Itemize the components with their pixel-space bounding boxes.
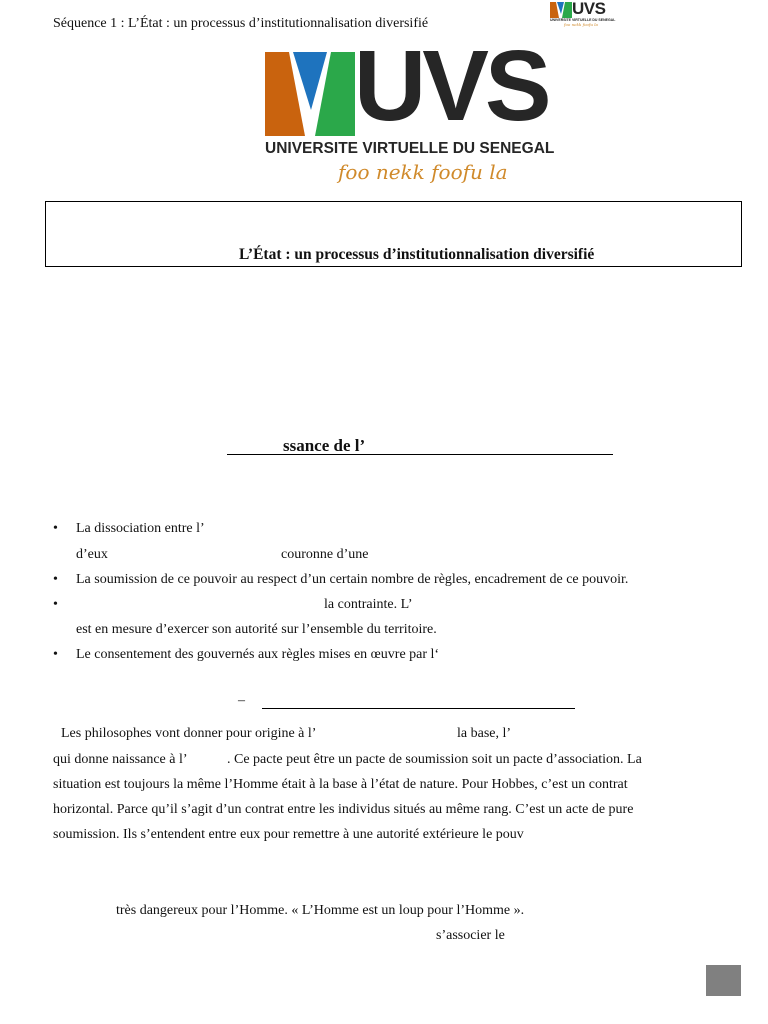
small-uvs-logo <box>548 0 616 30</box>
uvs-v-mark-icon <box>265 52 355 136</box>
bullet-marker: • <box>53 647 58 662</box>
document-title: L’État : un processus d’institutionnalisation diversifié <box>239 246 595 263</box>
section-heading-underline <box>227 454 613 455</box>
paragraph-line-3: situation est toujours la même l’Homme était à la base à l’état de nature. Pour Hobbes, c’est un contrat <box>53 777 628 792</box>
bullet-4-line-1: Le consentement des gouvernés aux règles mises en œuvre par l‘ <box>76 647 440 662</box>
bullet-3-line-1: la contrainte. L’ <box>324 597 413 612</box>
logo-uvs-text: UVS <box>354 30 548 142</box>
title-box <box>45 201 742 267</box>
logo-tagline: foo nekk foofu la <box>338 160 508 184</box>
bullet-1-line-2a: d’eux <box>76 547 108 562</box>
paragraph-line-7: s’associer le <box>436 928 505 943</box>
small-logo-mark-icon <box>550 2 572 18</box>
bullet-3-line-2: est en mesure d’exercer son autorité sur l’ensemble du territoire. <box>76 622 437 637</box>
paragraph-line-6: très dangereux pour l’Homme. « L’Homme est un loup pour l’Homme ». <box>116 903 525 918</box>
logo-university-name: UNIVERSITE VIRTUELLE DU SENEGAL <box>265 140 555 157</box>
section-heading: ssance de l’ <box>283 436 366 455</box>
subsection-dash: – <box>238 693 245 708</box>
page-corner-square <box>706 965 741 996</box>
bullet-2-line-1: La soumission de ce pouvoir au respect d’un certain nombre de règles, encadrement de ce pouvoir. <box>76 572 629 587</box>
paragraph-line-4: horizontal. Parce qu’il s’agit d’un contrat entre les individus situés au même rang. C’est un acte de pure <box>53 802 634 817</box>
bullet-marker: • <box>53 597 58 612</box>
paragraph-line-2a: qui donne naissance à l’ <box>53 752 188 767</box>
subsection-underline <box>262 708 575 709</box>
small-logo-text: UVS <box>572 0 606 18</box>
bullet-marker: • <box>53 572 58 587</box>
small-logo-tagline: foo nekk foofu la <box>564 22 598 27</box>
bullet-marker: • <box>53 521 58 536</box>
running-header: Séquence 1 : L’État : un processus d’institutionnalisation diversifié <box>53 16 429 31</box>
small-logo-subtitle: UNIVERSITE VIRTUELLE DU SENEGAL <box>550 18 616 22</box>
uvs-logo <box>262 30 555 193</box>
paragraph-line-2b: . Ce pacte peut être un pacte de soumission soit un pacte d’association. La <box>227 752 642 767</box>
paragraph-line-1b: la base, l’ <box>457 726 512 741</box>
bullet-1-line-1: La dissociation entre l’ <box>76 521 205 536</box>
bullet-1-line-2b: couronne d’une <box>281 547 369 562</box>
paragraph-line-5: soumission. Ils s’entendent entre eux pour remettre à une autorité extérieure le pouv <box>53 827 524 842</box>
paragraph-line-1a: Les philosophes vont donner pour origine à l’ <box>61 726 317 741</box>
